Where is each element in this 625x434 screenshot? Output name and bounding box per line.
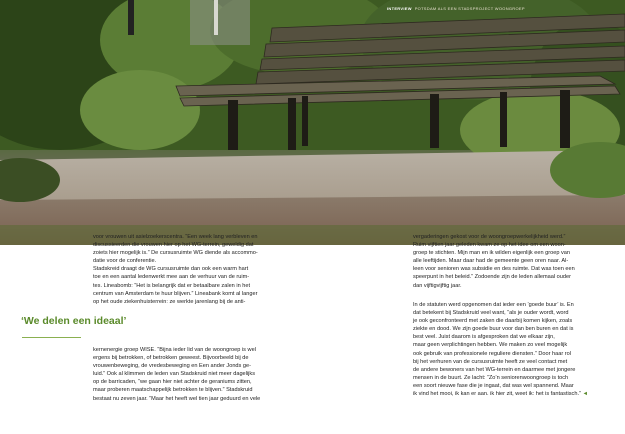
running-header [387,6,525,11]
body-column-left-bottom: kernenergie groep WISE. “Bijna ieder lid van de woongroep is wel ergens bij betrokken, of betrokken geweest. Bijvoorbeeld bij de vrouwenbeweging, de vredesbeweging en Een ander Jonds ge- luid.” Ook al klimmen de leden van Stadskruid niet meer dagelijks op de barricaden, “we gaan hier niet achter de geraniums zitten, maar proberen maatschappelijk betrokken te blijven.” Stadskruid bestaat nu zeven jaar. “Maar het heeft wel tien jaar geduurd en vele [93,347,261,402]
pull-quote-divider [22,337,81,338]
body-column-right-bottom [413,301,601,398]
body-column-right-bottom-text: In de statuten werd opgenomen dat ieder een ‘goede buur’ is. En dat betekent bij Stadskruid veel want, “als je ouder wordt, word je ook geconfronteerd met zaken die daarbij komen kijken, zoals ziekte en dood. We zijn goede buur voor dan ben buren en dat is best veel. Juist daarom is afgesproken dat we elkaar zijn, maar geen verplichtingen hebben. We maken zo veel mogelijk ook gebruik van professionele reguliere diensten.” Door haar rol bij het verhuren van de cursusruimte heeft ze veel contact met de andere bewoners van het WG-terrein en daarmee met jongere mensen in de buurt. Ze lacht: “Zo’n seniorenwoongroep is toch een soort nieuwe fase die je ingaat, dat was wel spannend. Maar ik vind het mooi, ik kan er aan. ik hier zit, weet ik: het is fantastisch.” [413,302,581,398]
header-section: INTERVIEW [387,6,412,11]
body-column-left-top: voor vrouwen uit asielzoekerscentra. “Een week lang verbleven en discussieerden die vrouwen hier op het WG-terrein, geweldig dat zoiets hier mogelijk is.” De cursusruimte WG diende als accommo- datie voor de conferentie. Stadskreid draagt de WG cursusruimte dan ook een warm hart toe en een aantal ledenwerkt mee aan de verhuur van de ruim- tes. Lineabomb: “Het is belangrijk dat er betaalbare zalen in het centrum van Amsterdam te huur blijven.” Lineabank komt al langer op het oude ziekenhuisterrein: ze werkte jarenlang bij de anti- [93,234,258,305]
body-column-right-top: vergaderingen gekost voor de woongroepwerkelijkheid werd.” Ruim vijftien jaar geleden kwam ze op het idee om een woon- groep te stichten. Mijn man en ik wilden eigenlijk een groep van alle leeftijden. Maar daar had de gemeente geen oren naar. Al- leen voor senioren was subsidie en des ruimte. Dat was toen een speerpunt in het beleid.” Zodoende zijn de leden allemaal ouder dan vijftigvijftig jaar. [413,234,575,289]
end-of-article-icon: ◄ [582,391,588,398]
header-subtitle: POTSDAM ALS EEN STADSPROJECT WOONGROEP [414,6,525,11]
pull-quote: ‘We delen een ideaal’ [21,315,127,327]
